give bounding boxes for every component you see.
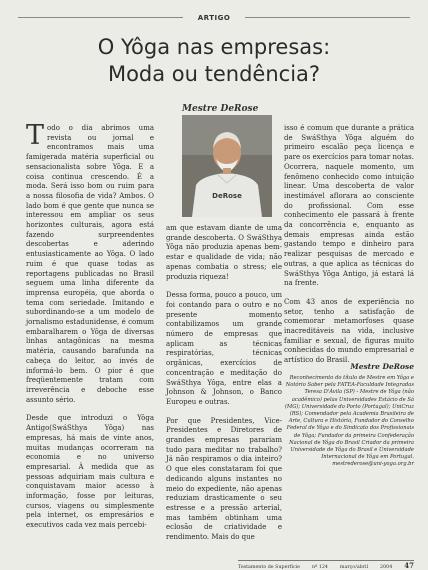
article-title-line1: O Yôga nas empresas: — [97, 35, 331, 59]
author-photo — [182, 115, 272, 217]
article-title-line2: Moda ou tendência? — [107, 62, 321, 86]
author-signoff — [284, 362, 414, 469]
section-header — [0, 11, 428, 24]
paragraph: Com 43 anos de experiência no setor, tenho a satisfação de comemorar metamorfoses quase inacreditáveis na vida, inclusive familiar e sexual, de figuras muito conhecidas do mundo empresarial e artístico do Brasil. — [284, 297, 414, 365]
paragraph: Desde que introduzi o Yôga Antigo(SwáSthya Yôga) nas empresas, há mais de vinte anos, muitas mudanças ocorreram na economia e no universo empresarial. À medida que as pessoas adquiriam mais cultura e conquistavam maior acesso à informação, fosse por leituras, cursos, viagens ou simplesmente pela internet, os empresários e executivos cada vez mais percebi- — [26, 414, 154, 530]
column-3 — [284, 124, 414, 375]
page-number: 47 — [404, 561, 414, 570]
column-2 — [166, 224, 282, 552]
footer-year: 2004 — [380, 565, 393, 570]
column-1 — [26, 120, 154, 540]
article-title — [0, 34, 428, 88]
author-byline: Mestre DeRose — [182, 104, 259, 114]
photo-shirt-text: DeRose — [212, 192, 242, 200]
footer-month: março/abril — [339, 565, 369, 570]
paragraph: Por que Presidentes, Vice-Presidentes e Diretores de grandes empresas parariam tudo para meditar no trabalho? Já não respiramos o dia inteiro? O que eles constataram foi que dedicando alguns instantes no meio do expediente, não apenas reduziam drasticamente o seu estresse e a pressão arterial, mas também obtinham uma eclosão de criatividade e rendimento. Mais do que — [166, 416, 282, 542]
footer-magazine: Testamento de Superficie — [238, 565, 301, 570]
paragraph-text: odo o dia abrimos uma revista ou jornal e encontramos mais uma famigerada matéria superficial ou sensacionalista sobre Yôga. E a coisa continua crescendo. É a moda. Será isso bom ou ruim para a nossa filosofia de vida? Ambos. O lado bom é que gente que nunca se interessou em ampliar os seus horizontes culturais, agora está fazendo surpreendentes descobertas e aderindo entusiasticamente ao Yôga. O lado ruim é que quase todas as reportagens publicadas no Brasil seguem uma linha diferente da imprensa européia, que aborda o tema com seriedade. Imitando e subordinando-se a um modelo de jornalismo estadunidense, é comum embaralharem o Yôga de diversas linhas antagônicas na mesma matéria, causando barafunda na cabeça do leitor, ao invés de informá-lo bem. O pior é que freqüentemente tratam com irreverência e deboche esse assunto sério. — [26, 124, 154, 404]
section-rule-left — [18, 17, 183, 18]
page-footer — [0, 558, 428, 570]
paragraph: Dessa forma, pouco a pouco, um foi contando para o outro e no presente momento contabilizamos um grande número de empresas que aplicam as técnicas respiratórias, técnicas orgânicas, exercícios de concentração e meditação do SwáSthya Yôga, entre elas a Johnson & Johnson, o Banco Europeu e outras. — [166, 291, 282, 406]
section-rule-right — [245, 17, 410, 18]
section-label: ARTIGO — [194, 14, 235, 22]
drop-cap: T — [26, 120, 45, 151]
paragraph: am que estavam diante de uma grande descoberta. O SwáSthya Yôga não produzia apenas bem-estar e qualidade de vida; não apenas combatia o stress; ele produzia riqueza! — [166, 224, 282, 281]
footer-issue: nº 124 — [311, 565, 328, 570]
signoff-name: Mestre DeRose — [350, 362, 414, 371]
paragraph — [26, 120, 154, 405]
author-bio: Reconhecimento do título de Mestre em Yôga e Notório Saber pela FATEA-Faculdade Integradas Teresa D'Ávila (SP) - Mestre de Yôga (não acadêmico) pelas Universidades Estácio de Sá (MG); Universidade do Porto (Portugal); UniCruz (RS); Comendador pela Academia Brasileira de Arte, Cultura e História, Fundador do Conselho Federal de Yôga e do Sindicato dos Profissionais de Yôga; Fundador da primeira Confederação Nacional de Yôga do Brasil Criador da primeira Universidade de Yôga do Brasil e Universidade Internacional de Yôga em Portugal. mestrederose@uni-yoga.org.br — [284, 375, 414, 468]
paragraph: isso é comum que durante a prática de SwáSthya Yôga alguém do primeiro escalão peça licença e pare os exercícios para tomar notas. Ocorrera, naquele momento, um fenômeno conhecido como intuição linear. Uma descoberta de valor inestimável aflorara ao consciente do profissional. Com esse conhecimento ele passará à frente da concorrência e, enquanto as demais empresas ainda estão gastando tempo e dinheiro para realizar pesquisas de mercado e outras, a que aplica as técnicas do SwáSthya Yôga Antigo, já estará lá na frente. — [284, 124, 414, 288]
